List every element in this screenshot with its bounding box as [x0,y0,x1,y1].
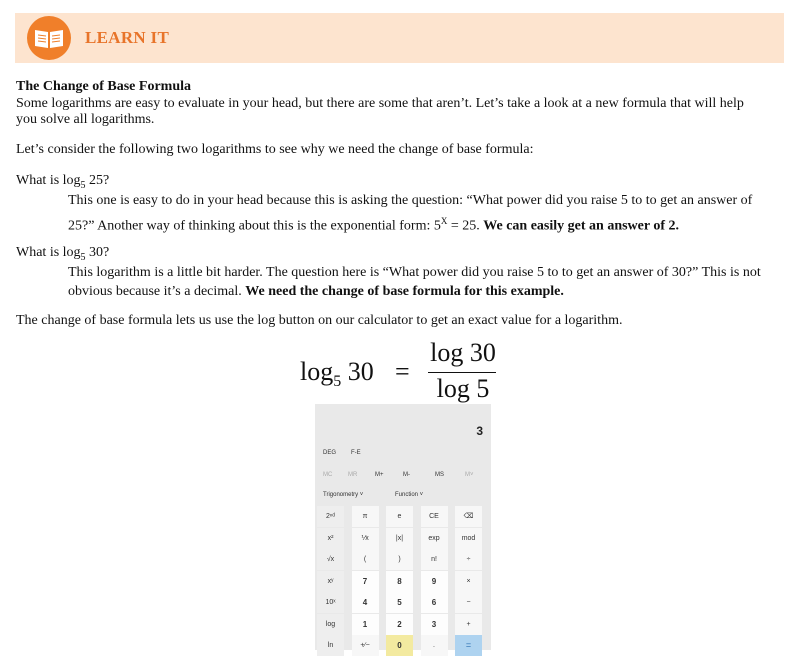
calc-key[interactable]: π [352,506,379,527]
calc-key[interactable]: xʸ [317,571,344,592]
trigonometry-menu[interactable]: Trigonometry ˅ [323,492,364,498]
formula-numerator: log 30 [430,338,496,367]
calc-key[interactable]: ( [352,549,379,570]
calc-key[interactable]: 10ˣ [317,592,344,613]
calc-key[interactable]: = [455,635,482,656]
learn-it-banner [15,13,784,63]
calc-key[interactable]: n! [421,549,448,570]
formula-denominator: log 5 [436,374,490,403]
calc-key[interactable]: 2 [386,614,413,635]
change-of-base-formula [300,340,500,405]
calc-key[interactable]: − [455,592,482,613]
calc-key[interactable]: ⅟x [352,528,379,549]
calc-key[interactable]: e [386,506,413,527]
calc-key[interactable]: 6 [421,592,448,613]
calc-key[interactable]: 2ⁿᵈ [317,506,344,527]
consider-text: Let’s consider the following two logarithms to see why we need the change of base formula: [16,142,534,157]
conclusion-text: The change of base formula lets us use the log button on our calculator to get an exact value for a logarithm. [16,313,623,328]
calc-key[interactable]: 1 [352,614,379,635]
calc-key[interactable]: × [455,571,482,592]
calc-key[interactable]: 7 [352,571,379,592]
book-icon [27,16,71,60]
answer-1-line-2: 25?” Another way of thinking about this is the exponential form: $5^X = 25$. We can easily get an answer of 2. [68,216,680,234]
calc-key[interactable]: 4 [352,592,379,613]
calc-key[interactable]: 3 [421,614,448,635]
calc-key[interactable]: 0 [386,635,413,656]
answer-2-line-2: obvious because it’s a decimal. We need the change of base formula for this example. [68,284,564,299]
mode-deg[interactable]: DEG [323,450,337,456]
formula-lhs: $\log_5 30$ [300,357,374,391]
question-1: What is $\log_5 25$? [16,173,110,191]
calc-key[interactable]: ) [386,549,413,570]
answer-2-line-1: This logarithm is a little bit harder. The question here is “What power did you raise 5 to to get an answer of 30?” This is not [68,265,761,280]
calc-key[interactable]: ÷ [455,549,482,570]
banner-title: LEARN IT [85,28,170,47]
calc-key[interactable]: mod [455,528,482,549]
calc-key[interactable]: ⌫ [455,506,482,527]
calc-key[interactable]: 9 [421,571,448,592]
mode-fe[interactable]: F-E [351,450,361,456]
calc-key[interactable]: + [455,614,482,635]
calc-key[interactable]: exp [421,528,448,549]
calculator-screenshot: 3 DEG F-E MC MR M+ M- MS M˅ Trigonometry ˅ Function ˅ 2ⁿᵈ π e CE ⌫ x² ⅟x |x| exp mod √x ( ) n! ÷ xʸ 7 8 9 × 10ˣ 4 5 6 − log 1 2 3 + ln +∕− 0 . = [315,404,491,650]
calc-key[interactable]: 5 [386,592,413,613]
section-heading: The Change of Base Formula [16,79,191,94]
calc-key[interactable]: +∕− [352,635,379,656]
intro-line-1: Some logarithms are easy to evaluate in your head, but there are some that aren’t. Let’s take a look at a new formula that will help [16,96,744,111]
calculator-display: 3 [476,424,483,438]
calc-key[interactable]: |x| [386,528,413,549]
calc-key[interactable]: . [421,635,448,656]
calc-key[interactable]: x² [317,528,344,549]
calc-key[interactable]: CE [421,506,448,527]
answer-1-line-1: This one is easy to do in your head because this is asking the question: “What power did you raise 5 to to get an answer of [68,193,753,208]
function-menu[interactable]: Function ˅ [395,492,424,498]
question-2: What is $\log_5 30$? [16,245,110,263]
calc-key[interactable]: log [317,614,344,635]
calc-key[interactable]: √x [317,549,344,570]
calc-key[interactable]: ln [317,635,344,656]
fraction-bar [428,372,496,373]
calc-key[interactable]: 8 [386,571,413,592]
formula-equals: = [395,357,410,386]
intro-line-2: you solve all logarithms. [16,112,155,127]
